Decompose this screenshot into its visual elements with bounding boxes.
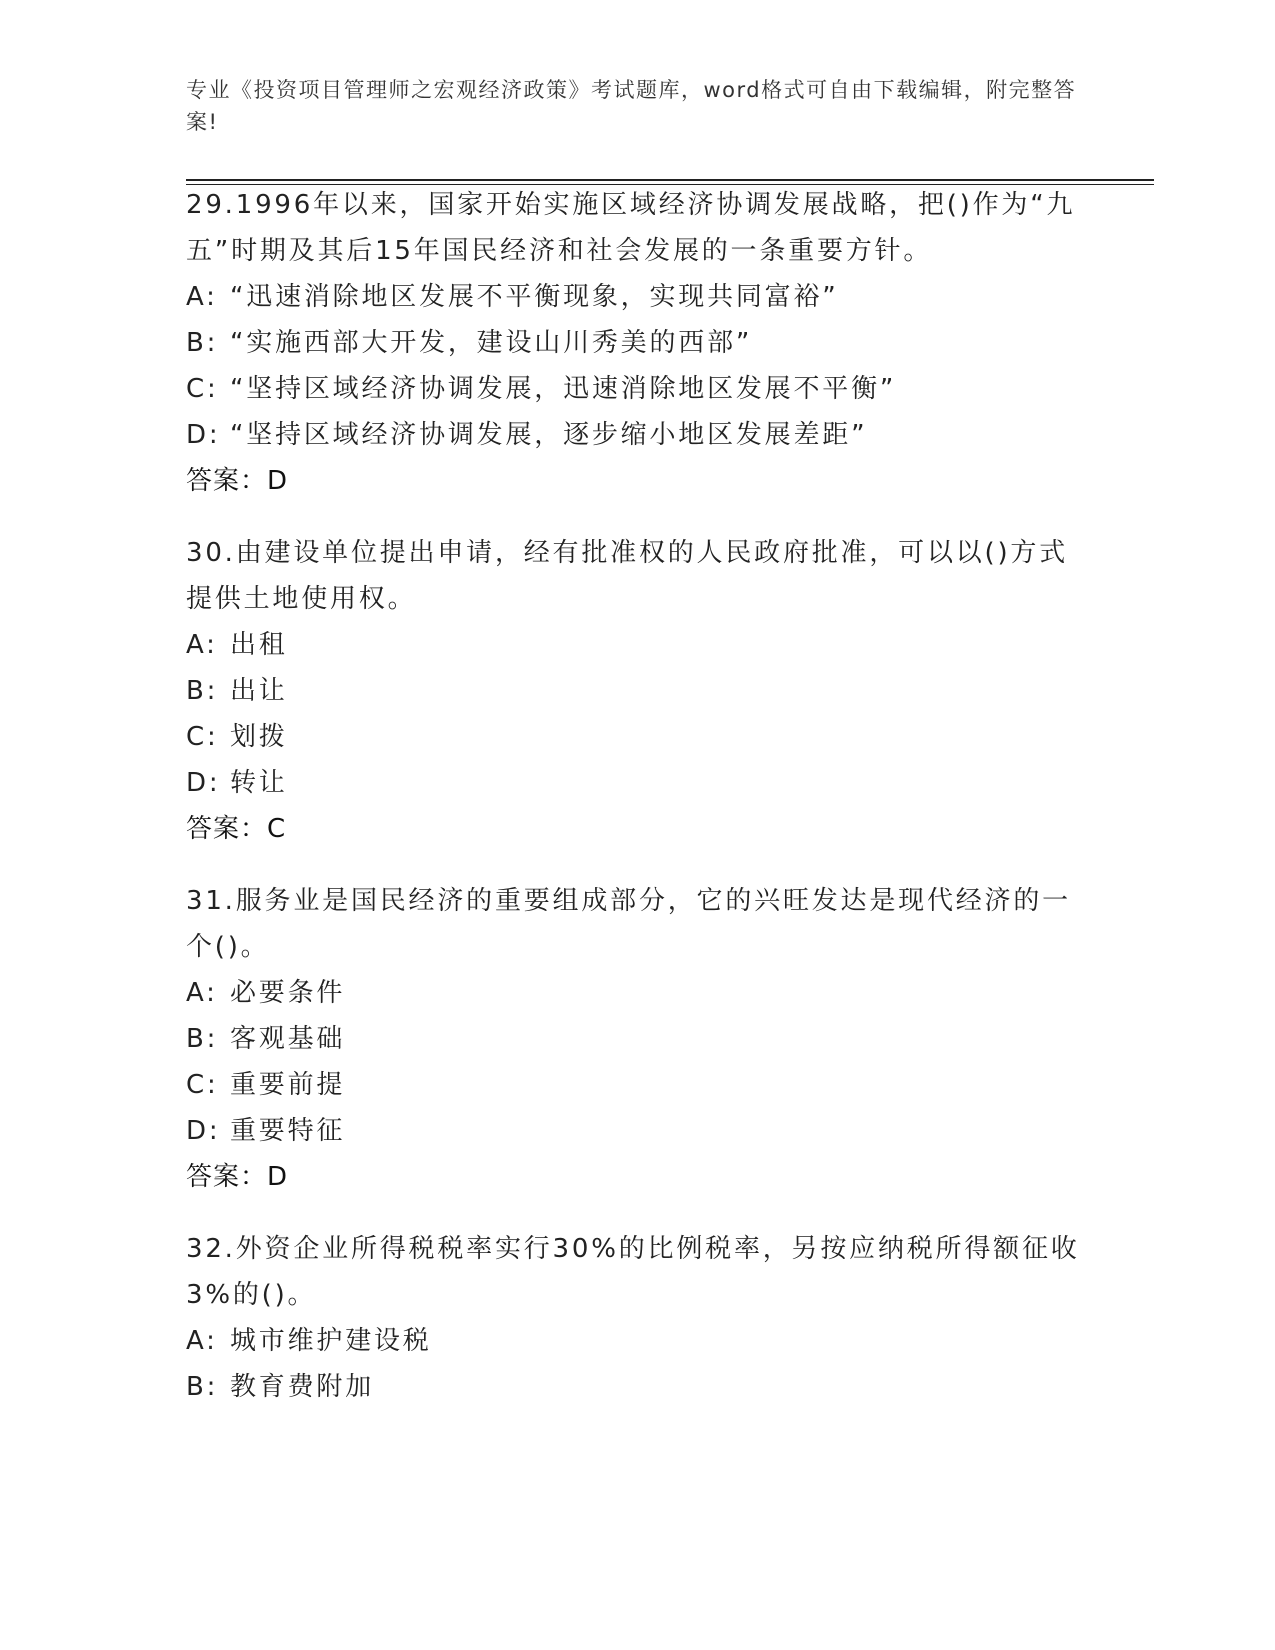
option-text: 重要前提 [230,1070,346,1100]
option-d [186,760,1086,806]
option-d [186,1108,1086,1154]
option-key: A: [186,978,218,1008]
option-key: A: [186,630,218,660]
answer-line: 答案：D [186,466,289,496]
question-stem: 30.由建设单位提出申请，经有批准权的人民政府批准，可以以()方式提供土地使用权。 [186,538,1069,614]
document-header: 专业《投资项目管理师之宏观经济政策》考试题库，word格式可自由下载编辑，附完整答案! [186,78,1077,134]
answer-line: 答案：C [186,814,287,844]
option-key: D: [186,420,221,450]
option-text: “坚持区域经济协调发展，迅速消除地区发展不平衡” [230,374,897,404]
option-key: C: [186,374,219,404]
option-key: C: [186,722,219,752]
option-key: D: [186,768,221,798]
option-c [186,366,1086,412]
option-key: B: [186,1372,219,1402]
option-text: 出让 [230,676,288,706]
question-stem: 31.服务业是国民经济的重要组成部分，它的兴旺发达是现代经济的一个()。 [186,886,1071,962]
option-b [186,668,1086,714]
option-text: 客观基础 [230,1024,346,1054]
question-stem: 29.1996年以来，国家开始实施区域经济协调发展战略，把()作为“九五”时期及其后15年国民经济和社会发展的一条重要方针。 [186,190,1076,266]
option-key: D: [186,1116,221,1146]
option-text: “实施西部大开发，建设山川秀美的西部” [230,328,753,358]
question-31 [186,878,1086,1200]
option-a [186,1318,1086,1364]
answer-line: 答案：D [186,1162,289,1192]
option-text: 教育费附加 [230,1372,375,1402]
option-text: 出租 [230,630,288,660]
option-c [186,714,1086,760]
option-text: 划拨 [230,722,288,752]
option-key: C: [186,1070,219,1100]
option-b [186,1364,1086,1410]
question-32 [186,1226,1086,1410]
option-c [186,1062,1086,1108]
option-a [186,622,1086,668]
option-d [186,412,1086,458]
option-b [186,320,1086,366]
option-key: B: [186,676,219,706]
question-29 [186,182,1086,504]
option-a [186,274,1086,320]
header-divider-thick [186,179,1154,181]
option-key: B: [186,1024,219,1054]
question-stem: 32.外资企业所得税税率实行30%的比例税率，另按应纳税所得额征收3%的()。 [186,1234,1080,1310]
option-a [186,970,1086,1016]
option-key: A: [186,1326,218,1356]
option-text: 重要特征 [230,1116,346,1146]
option-key: A: [186,282,218,312]
option-text: “坚持区域经济协调发展，逐步缩小地区发展差距” [230,420,868,450]
option-text: 转让 [230,768,288,798]
option-key: B: [186,328,219,358]
option-text: 城市维护建设税 [230,1326,432,1356]
question-30 [186,530,1086,852]
option-b [186,1016,1086,1062]
option-text: 必要条件 [230,978,346,1008]
option-text: “迅速消除地区发展不平衡现象，实现共同富裕” [230,282,839,312]
